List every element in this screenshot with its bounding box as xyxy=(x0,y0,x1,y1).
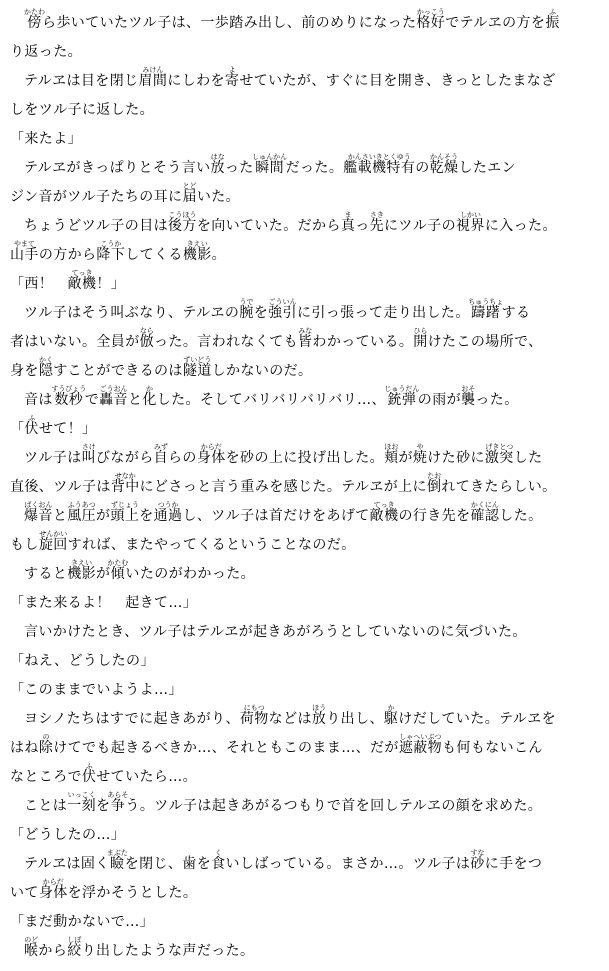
text-line xyxy=(10,528,597,557)
text-line xyxy=(10,644,597,673)
text-run: だった。 xyxy=(285,160,344,176)
ruby-word: 開ひら xyxy=(413,327,428,350)
text-run: 直後、ツル子は xyxy=(10,479,111,495)
text-run: けてでも起きるべきか…、それともこのまま…、だが xyxy=(53,740,399,756)
ruby-word: 遮蔽物しゃへいぶつ xyxy=(398,733,443,756)
furigana: みず xyxy=(153,443,169,451)
ruby-word: 絞しぼ xyxy=(67,936,82,959)
ruby-word: 風圧ふうあつ xyxy=(67,501,97,524)
text-run: り出したような声だった。 xyxy=(81,943,255,959)
furigana: じゅうだん xyxy=(384,385,420,393)
text-run: したエン xyxy=(458,160,517,176)
ruby-word: 先さき xyxy=(369,211,385,234)
furigana: てっき xyxy=(369,501,399,509)
ruby-word: 傍かたわ xyxy=(24,8,45,31)
ruby-word: 除の xyxy=(38,733,54,756)
text-line xyxy=(10,6,597,35)
furigana: ま xyxy=(340,211,356,219)
text-run: が xyxy=(96,508,111,524)
text-run: せていたが、すぐに目を開き、きっとしたまなざ xyxy=(239,73,556,89)
ruby-word: 倒たお xyxy=(426,472,442,495)
furigana: ごういん xyxy=(268,298,297,306)
text-line xyxy=(10,296,597,325)
furigana: ほお xyxy=(384,443,399,451)
furigana: からだ xyxy=(38,878,68,886)
furigana: とど xyxy=(182,182,197,190)
text-run: にどさっと言う重みを感じた。テルヱが上に xyxy=(139,479,427,495)
text-run: を xyxy=(139,508,154,524)
text-line xyxy=(10,441,597,470)
text-run: で xyxy=(84,392,100,408)
text-run: ちょうどツル子の目は xyxy=(24,218,168,234)
ruby-word: 叫さけ xyxy=(81,443,97,466)
text-run: の xyxy=(415,160,430,176)
text-run: 。 xyxy=(211,247,227,263)
text-run: った。言われなくても xyxy=(154,334,299,350)
text-run: った。 xyxy=(475,392,519,408)
text-run: ジン音がツル子たちの耳に xyxy=(10,189,183,205)
text-run: いたのがわかった。 xyxy=(125,566,256,582)
ruby-word: 格好かっこう xyxy=(416,8,446,31)
text-line xyxy=(10,557,597,586)
ruby-word: 爆音ばくおん xyxy=(24,501,53,524)
text-run: いしばっている。まさか…。ツル子は xyxy=(225,856,471,872)
text-run: っ xyxy=(355,218,370,234)
furigana: うで xyxy=(239,298,254,306)
ruby-word: 旋回せんかい xyxy=(38,530,68,553)
text-line xyxy=(10,789,597,818)
furigana: かたわ xyxy=(24,8,45,16)
furigana: ふ xyxy=(545,8,560,16)
ruby-word: 銃弾じゅうだん xyxy=(384,385,420,408)
ruby-word: 伏ふ xyxy=(81,762,97,785)
text-line xyxy=(10,151,597,180)
ruby-word: 身体からだ xyxy=(196,443,226,466)
text-run: 「まだ動かないで…」 xyxy=(10,914,154,930)
ruby-word: 激突げきとつ xyxy=(484,443,514,466)
text-run: けたこの場所で、 xyxy=(427,334,543,350)
text-line xyxy=(10,818,597,847)
text-run: 言いかけたとき、ツル子はテルヱが起きあがろうとしていないのに気づいた。 xyxy=(24,624,527,640)
text-run: が xyxy=(398,450,413,466)
text-run: した xyxy=(513,450,543,466)
ruby-word: 化か xyxy=(142,385,157,408)
text-line xyxy=(10,383,597,412)
text-run: にしわを xyxy=(167,73,225,89)
text-run: ら歩いていたツル子は、一歩踏み出し、前のめりになった xyxy=(42,15,417,31)
ruby-word: 真ま xyxy=(340,211,356,234)
furigana: かっこう xyxy=(416,8,446,16)
text-run: 「ねえ、どうしたの」 xyxy=(10,653,155,669)
text-run: した。そしてバリバリバリバリ…、 xyxy=(156,392,386,408)
furigana: やまて xyxy=(10,240,39,248)
text-run: を砂の上に投げ出した。 xyxy=(225,450,385,466)
ruby-word: 寄よ xyxy=(224,66,240,89)
text-run: テルヱは固く xyxy=(24,856,110,872)
ruby-word: 荷物にもつ xyxy=(239,704,269,727)
ruby-word: 機影きえい xyxy=(67,559,97,582)
furigana: ごうおん xyxy=(99,385,128,393)
text-run: なところで xyxy=(10,769,82,785)
text-run: びながら xyxy=(96,450,154,466)
text-run: し、ツル子は首だけをあげて xyxy=(182,508,370,524)
furigana: ふ xyxy=(24,414,39,422)
text-line xyxy=(10,702,597,731)
ruby-word: 喉のど xyxy=(24,936,39,959)
text-run: ！」 xyxy=(96,276,126,292)
text-run: すれば、またやってくるということなのだ。 xyxy=(67,537,356,553)
text-line xyxy=(10,934,597,963)
text-run: から xyxy=(38,943,68,959)
ruby-word: 轟音ごうおん xyxy=(99,385,128,408)
text-run: もし xyxy=(10,537,39,553)
furigana: しゃへいぶつ xyxy=(398,733,443,741)
furigana: ふうあつ xyxy=(67,501,97,509)
ruby-word: 自みず xyxy=(153,443,169,466)
ruby-word: 数秒すうびょう xyxy=(51,385,87,408)
furigana: しぼ xyxy=(67,936,82,944)
text-run: ツル子はそう叫ぶなり、テルヱの xyxy=(24,305,240,321)
ruby-word: 瞼まぶた xyxy=(106,849,128,872)
ruby-word: 敵機てっき xyxy=(67,269,97,292)
text-run: してくる xyxy=(125,247,183,263)
text-line xyxy=(10,905,597,934)
furigana: ずじょう xyxy=(110,501,140,509)
text-run: けだしていた。テルヱを xyxy=(398,711,556,727)
text-run: せていたら…。 xyxy=(96,769,198,785)
ruby-word: 機影きえい xyxy=(182,240,212,263)
ruby-word: 視界しかい xyxy=(456,211,485,234)
text-run: けた砂に xyxy=(427,450,485,466)
text-run: はね xyxy=(10,740,39,756)
furigana: かくにん xyxy=(470,501,500,509)
text-line xyxy=(10,876,597,905)
furigana: すうびょう xyxy=(51,385,87,393)
furigana: よ xyxy=(224,66,240,74)
text-line xyxy=(10,731,597,760)
text-line xyxy=(10,673,597,702)
ruby-word: 隠かく xyxy=(38,356,54,379)
text-run: した。 xyxy=(499,508,543,524)
ruby-word: 届とど xyxy=(182,182,197,205)
text-line xyxy=(10,238,597,267)
text-run: った xyxy=(224,160,254,176)
ruby-word: 眉間みけん xyxy=(138,66,168,89)
text-line xyxy=(10,35,597,64)
furigana: みけん xyxy=(138,66,168,74)
text-run: を xyxy=(253,305,269,321)
furigana: か xyxy=(142,385,157,393)
furigana: せんかい xyxy=(38,530,68,538)
text-run: 「西！ xyxy=(10,276,68,292)
furigana: つうか xyxy=(153,501,183,509)
furigana: さき xyxy=(369,211,385,219)
text-line xyxy=(10,760,597,789)
ruby-word: 砂すな xyxy=(470,849,485,872)
text-run: を閉じ、歯を xyxy=(124,856,212,872)
text-line xyxy=(10,93,597,122)
furigana: ばくおん xyxy=(24,501,53,509)
text-run: テルヱがきっぱりとそう言い xyxy=(24,160,211,176)
text-line xyxy=(10,325,597,354)
text-line xyxy=(10,354,597,383)
furigana: ずいどう xyxy=(182,356,212,364)
furigana: かく xyxy=(38,356,54,364)
text-run: に手をつ xyxy=(484,856,543,872)
text-run: わかっている。 xyxy=(312,334,414,350)
text-run: う。ツル子は起きあがるつもりで首を回しテルヱの顔を求めた。 xyxy=(125,798,543,814)
text-run: すると xyxy=(24,566,68,582)
ruby-word: 後方こうほう xyxy=(168,211,197,234)
ruby-word: 頬ほお xyxy=(384,443,399,466)
furigana: こうほう xyxy=(168,211,197,219)
ruby-word: 通過つうか xyxy=(153,501,183,524)
ruby-word: 隧道ずいどう xyxy=(182,356,212,379)
text-run: しをツル子に返した。 xyxy=(10,102,154,118)
furigana: せなか xyxy=(110,472,140,480)
ruby-word: 襲おそ xyxy=(461,385,476,408)
ruby-word: 躊躇ちゅうちょ xyxy=(468,298,504,321)
ruby-word: 倣なら xyxy=(139,327,155,350)
ruby-word: 放ほう xyxy=(311,704,327,727)
text-run: に入った。 xyxy=(484,218,557,234)
text-line xyxy=(10,470,597,499)
furigana: こうか xyxy=(96,240,126,248)
text-run: ヨシノたちはすでに起きあがり、 xyxy=(24,711,240,727)
text-run: の方から xyxy=(38,247,97,263)
text-run: 「来たよ」 xyxy=(10,131,82,147)
ruby-word: 背中せなか xyxy=(110,472,140,495)
text-run: いて xyxy=(10,885,39,901)
ruby-word: 伏ふ xyxy=(24,414,39,437)
ruby-word: 頭上ずじょう xyxy=(110,501,140,524)
furigana: おそ xyxy=(461,385,476,393)
ruby-word: 一刻いっこく xyxy=(67,791,97,814)
furigana: く xyxy=(211,849,226,857)
text-run: ツル子は xyxy=(24,450,82,466)
furigana: かんさいきとくゆう xyxy=(343,153,416,161)
text-line xyxy=(10,180,597,209)
text-line xyxy=(10,209,597,238)
text-run: ことは xyxy=(24,798,68,814)
ruby-word: 焼や xyxy=(412,443,428,466)
text-line xyxy=(10,64,597,93)
ruby-word: 争あらそ xyxy=(107,791,129,814)
furigana: きえい xyxy=(67,559,97,567)
text-run: でテルヱの方を xyxy=(445,15,546,31)
text-run: が xyxy=(96,566,111,582)
furigana: みな xyxy=(298,327,313,335)
text-run: れてきたらしい。 xyxy=(441,479,557,495)
text-run: しかないのだ。 xyxy=(211,363,313,379)
text-run: テルヱは目を閉じ xyxy=(24,73,139,89)
furigana: か xyxy=(383,704,399,712)
furigana: のど xyxy=(24,936,39,944)
furigana: ふ xyxy=(81,762,97,770)
text-run: も何もないこん xyxy=(442,740,543,756)
ruby-word: 確認かくにん xyxy=(470,501,500,524)
furigana: にもつ xyxy=(239,704,269,712)
furigana: ちゅうちょ xyxy=(468,298,504,306)
furigana: すな xyxy=(470,849,485,857)
text-run: に引っ張って走り出した。 xyxy=(296,305,470,321)
story-text xyxy=(10,6,597,963)
furigana: さけ xyxy=(81,443,97,451)
furigana: きえい xyxy=(182,240,212,248)
text-run: と xyxy=(52,508,68,524)
furigana: かたむ xyxy=(107,559,129,567)
text-run: を xyxy=(96,798,111,814)
furigana: まぶた xyxy=(106,849,128,857)
text-run: 者はいない。全員が xyxy=(10,334,140,350)
text-run: を向いていた。だから xyxy=(196,218,341,234)
furigana: あらそ xyxy=(107,791,129,799)
furigana: ひら xyxy=(413,327,428,335)
ruby-word: 艦載機特有かんさいきとくゆう xyxy=(343,153,416,176)
furigana: てっき xyxy=(67,269,97,277)
text-run: 身を xyxy=(10,363,39,379)
text-run: の行き先を xyxy=(398,508,471,524)
ruby-word: 食く xyxy=(211,849,226,872)
furigana: かんそう xyxy=(429,153,459,161)
ruby-word: 振ふ xyxy=(545,8,560,31)
text-run: すことができるのは xyxy=(53,363,183,379)
text-run: の雨が xyxy=(417,392,461,408)
text-run: 「 xyxy=(10,421,25,437)
text-line xyxy=(10,499,597,528)
furigana: なら xyxy=(139,327,155,335)
furigana: の xyxy=(38,733,54,741)
text-run: り返った。 xyxy=(10,44,82,60)
text-run: らの xyxy=(168,450,197,466)
ruby-word: 皆みな xyxy=(298,327,313,350)
ruby-word: 放はな xyxy=(210,153,225,176)
text-line xyxy=(10,122,597,151)
text-run: り出し、 xyxy=(326,711,384,727)
text-run: にツル子の xyxy=(384,218,457,234)
furigana: いっこく xyxy=(67,791,97,799)
text-run: 「どうしたの…」 xyxy=(10,827,126,843)
furigana: しかい xyxy=(456,211,485,219)
text-run: を浮かそうとした。 xyxy=(67,885,198,901)
text-run: いた。 xyxy=(196,189,241,205)
ruby-word: 腕うで xyxy=(239,298,254,321)
ruby-word: 敵機てっき xyxy=(369,501,399,524)
text-line xyxy=(10,586,597,615)
text-line xyxy=(10,615,597,644)
furigana: しゅんかん xyxy=(252,153,288,161)
ruby-word: 降下こうか xyxy=(96,240,126,263)
ruby-word: 駆か xyxy=(383,704,399,727)
text-run: せて！」 xyxy=(38,421,97,437)
furigana: げきとつ xyxy=(484,443,514,451)
ruby-word: 強引ごういん xyxy=(268,298,297,321)
text-line xyxy=(10,847,597,876)
furigana: からだ xyxy=(196,443,226,451)
ruby-word: 山手やまて xyxy=(10,240,39,263)
text-run: 「このままでいようよ…」 xyxy=(10,682,183,698)
furigana: ほう xyxy=(311,704,327,712)
text-run: などは xyxy=(268,711,312,727)
furigana: はな xyxy=(210,153,225,161)
text-line xyxy=(10,267,597,296)
text-run: する xyxy=(501,305,531,321)
text-run: 「また来るよ！ 起きて…」 xyxy=(10,595,198,611)
furigana: や xyxy=(412,443,428,451)
ruby-word: 身体からだ xyxy=(38,878,68,901)
text-line xyxy=(10,412,597,441)
ruby-word: 乾燥かんそう xyxy=(429,153,459,176)
text-run: と xyxy=(127,392,143,408)
text-run: 音は xyxy=(24,392,53,408)
ruby-word: 傾かたむ xyxy=(107,559,129,582)
ruby-word: 瞬間しゅんかん xyxy=(252,153,288,176)
furigana: たお xyxy=(426,472,442,480)
